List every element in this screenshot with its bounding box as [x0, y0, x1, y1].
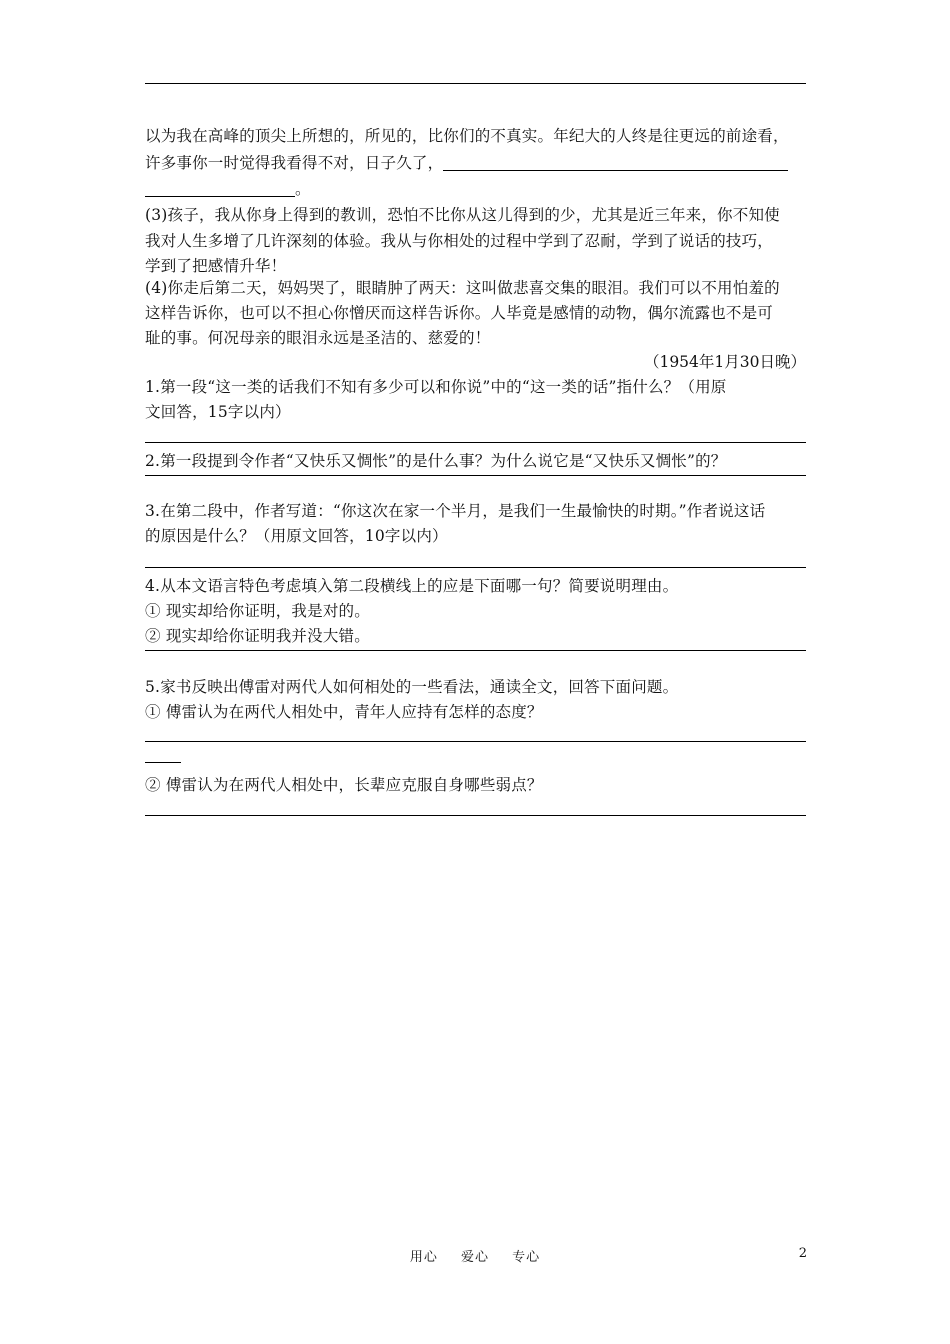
- passage-line: 以为我在高峰的顶尖上所想的，所见的，比你们的不真实。年纪大的人终是往更远的前途看，: [145, 127, 789, 145]
- paragraph-3-line: 我对人生多增了几许深刻的体验。我从与你相处的过程中学到了忍耐，学到了说话的技巧，: [145, 232, 774, 250]
- answer-blank[interactable]: [145, 180, 295, 197]
- question-3: 的原因是什么？（用原文回答，10字以内）: [145, 527, 448, 545]
- footer-motto: [0, 1246, 950, 1265]
- question-4-option-2: ② 现实却给你证明我并没大错。: [145, 627, 370, 645]
- paragraph-3-line: 学到了把感情升华！: [145, 257, 287, 275]
- footer-motto-2: 爱心: [460, 1250, 489, 1265]
- question-5-sub-1: ① 傅雷认为在两代人相处中，青年人应持有怎样的态度？: [145, 703, 543, 721]
- answer-line[interactable]: [145, 442, 806, 443]
- passage-text: 。: [295, 180, 311, 198]
- passage-line: [145, 151, 788, 175]
- question-1: 文回答，15字以内）: [145, 403, 291, 421]
- paragraph-3-line: (3)孩子，我从你身上得到的教训，恐怕不比你从这儿得到的少，尤其是近三年来，你不知使: [145, 206, 780, 224]
- footer-motto-1: 用心: [409, 1250, 438, 1265]
- question-3: 3.在第二段中，作者写道：“你这次在家一个半月，是我们一生最愉快的时期。”作者说这话: [145, 502, 766, 520]
- answer-blank[interactable]: [443, 154, 788, 171]
- question-2: 2.第一段提到令作者“又快乐又惆怅”的是什么事？为什么说它是“又快乐又惆怅”的？: [145, 452, 727, 470]
- answer-line[interactable]: [145, 762, 181, 763]
- answer-line[interactable]: [145, 475, 806, 476]
- answer-line[interactable]: [145, 741, 806, 742]
- question-5-sub-2: ② 傅雷认为在两代人相处中，长辈应克服自身哪些弱点？: [145, 776, 543, 794]
- question-4-option-1: ① 现实却给你证明，我是对的。: [145, 602, 370, 620]
- page-number: 2: [798, 1246, 807, 1261]
- answer-line[interactable]: [145, 567, 806, 568]
- question-5: 5.家书反映出傅雷对两代人如何相处的一些看法，通读全文，回答下面问题。: [145, 678, 679, 696]
- answer-line[interactable]: [145, 650, 806, 651]
- letter-date: （1954年1月30日晚）: [643, 353, 806, 371]
- question-4: 4.从本文语言特色考虑填入第二段横线上的应是下面哪一句？简要说明理由。: [145, 577, 679, 595]
- footer-motto-3: 专心: [512, 1250, 541, 1265]
- passage-line: [145, 177, 311, 201]
- question-1: 1.第一段“这一类的话我们不知有多少可以和你说”中的“这一类的话”指什么？（用原: [145, 378, 727, 396]
- paragraph-4-line: 耻的事。何况母亲的眼泪永远是圣洁的、慈爱的！: [145, 329, 491, 347]
- answer-line[interactable]: [145, 815, 806, 816]
- passage-text: 许多事你一时觉得我看得不对，日子久了，: [145, 154, 444, 172]
- header-rule: [145, 83, 806, 84]
- paragraph-4-line: 这样告诉你，也可以不担心你憎厌而这样告诉你。人毕竟是感情的动物，偶尔流露也不是可: [145, 304, 774, 322]
- paragraph-4-line: (4)你走后第二天，妈妈哭了，眼睛肿了两天：这叫做悲喜交集的眼泪。我们可以不用怕羞的: [145, 279, 780, 297]
